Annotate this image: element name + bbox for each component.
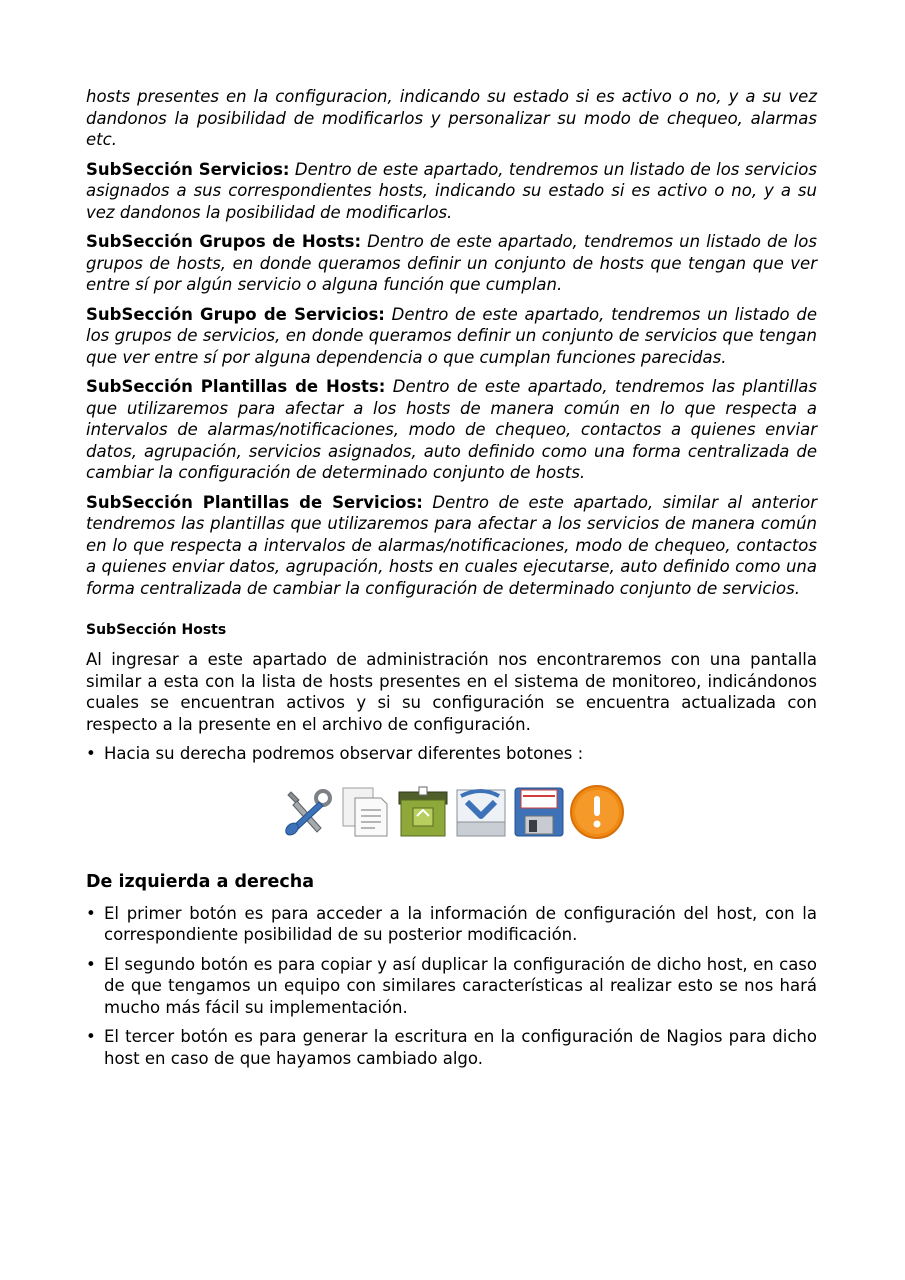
write-config-icon[interactable] — [392, 781, 454, 843]
list-item — [86, 743, 817, 765]
explanation-text: El tercer botón es para generar la escritura en la configuración de Nagios para dicho host en caso de que hayamos cambiado algo. — [104, 1027, 817, 1068]
section-body: Dentro de este apartado, tendremos las plantillas que utilizaremos para afectar a los hosts de manera común en lo que respecta a intervalos de alarmas/notificaciones, modo de chequeo, contactos a quienes enviar datos, agrupación, servicios asignados, auto definido como una forma centralizada de cambiar la configuración de determinado conjunto de hosts. — [86, 377, 817, 482]
hosts-paragraph: Al ingresar a este apartado de administración nos encontraremos con una pantalla similar a esta con la lista de hosts presentes en el sistema de monitoreo, indicándonos cuales se encuentran activos y si su configuración se encuentra actualizada con respecto a la presente en el archivo de configuración. — [86, 650, 817, 734]
list-item — [86, 1026, 817, 1069]
import-icon[interactable] — [450, 781, 512, 843]
copy-icon[interactable] — [334, 781, 396, 843]
section-lead: SubSección Plantillas de Servicios: — [86, 492, 423, 512]
section-body: Dentro de este apartado, similar al anterior tendremos las plantillas que utilizaremos para afectar a los servicios de manera común en lo que respecta a intervalos de alarmas/notificaciones, modo de chequeo, contactos a quienes enviar datos, agrupación, hosts en cuales ejecutarse, auto definido como una forma centralizada de cambiar la configuración de determinado conjunto de servicios. — [86, 492, 817, 598]
buttons-bullet-text: Hacia su derecha podremos observar diferentes botones : — [104, 744, 584, 763]
section-lead: SubSección Plantillas de Hosts: — [86, 377, 386, 396]
section-lead: SubSección Grupos de Hosts: — [86, 232, 362, 251]
list-item — [86, 954, 817, 1019]
explanation-text: El primer botón es para acceder a la información de configuración del host, con la correspondiente posibilidad de su posterior modificación. — [104, 903, 817, 944]
section-plantillas-hosts — [86, 376, 817, 484]
host-action-buttons — [86, 781, 817, 843]
section-lead: SubSección Servicios: — [86, 159, 290, 179]
bullet-marker: • — [86, 954, 96, 974]
explanation-text: El segundo botón es para copiar y así duplicar la configuración de dicho host, en caso de que tengamos un equipo con similares características al realizar esto se nos hará mucho más fácil su implementación. — [104, 954, 817, 1017]
tools-icon[interactable] — [276, 781, 338, 843]
list-item — [86, 903, 817, 946]
hosts-heading: SubSección Hosts — [86, 622, 227, 638]
section-grupo-servicios — [86, 304, 817, 369]
save-icon[interactable] — [508, 781, 570, 843]
bullet-marker: • — [86, 744, 96, 763]
bullet-marker: • — [86, 1027, 96, 1046]
section-body: Dentro de este apartado, tendremos un listado de los grupos de hosts, en donde queramos definir un conjunto de hosts que tengan que ver entre sí por algún servicio o alguna función que cumplan. — [86, 232, 817, 294]
section-lead: SubSección Grupo de Servicios: — [86, 304, 385, 324]
section-servicios — [86, 159, 817, 224]
intro-text: hosts presentes en la configuracion, indicando su estado si es activo o no, y a su vez dandonos la posibilidad de modificarlos y personalizar su modo de chequeo, alarmas etc. — [86, 87, 817, 149]
section-plantillas-servicios — [86, 492, 817, 600]
section-body: Dentro de este apartado, tendremos un listado de los grupos de servicios, en donde queramos definir un conjunto de servicios que tengan que ver entre sí por alguna dependencia o que cumplan funciones parecidas. — [86, 304, 817, 367]
section-body: Dentro de este apartado, tendremos un listado de los servicios asignados a sus correspondientes hosts, indicando su estado si es activo o no, y a su vez dandonos la posibilidad de modificarlos. — [86, 159, 817, 222]
order-heading: De izquierda a derecha — [86, 871, 315, 892]
warning-icon[interactable] — [566, 781, 628, 843]
bullet-marker: • — [86, 903, 96, 923]
document-page — [86, 86, 817, 1077]
intro-paragraph — [86, 86, 817, 151]
section-grupos-hosts — [86, 231, 817, 296]
